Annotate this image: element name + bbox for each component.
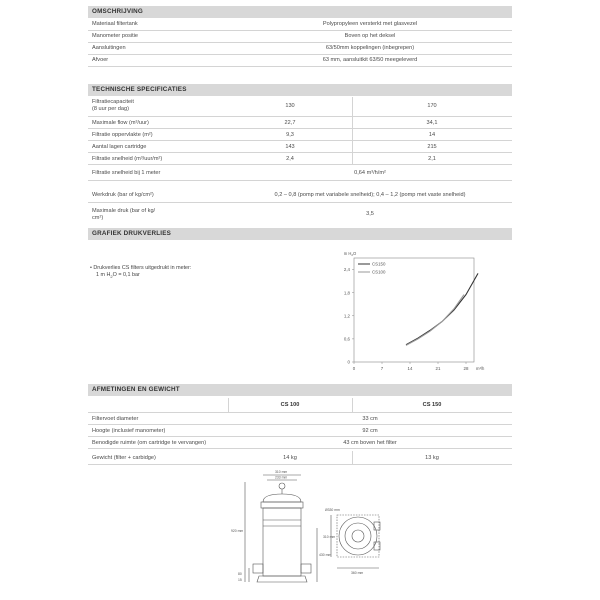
section-header-grafiek-drukverlies: GRAFIEK DRUKVERLIES xyxy=(88,228,512,240)
spec-label-maxdruk xyxy=(92,208,155,221)
spec-value: 3,5 xyxy=(366,211,374,217)
lid-clamp xyxy=(261,502,303,508)
dims-row xyxy=(88,413,512,425)
dims-label: Gewicht (filter + carbidge) xyxy=(92,454,156,461)
spec-value-cs150: 34,1 xyxy=(426,119,438,126)
section-header-omschrijving: OMSCHRIJVING xyxy=(88,6,512,18)
y-tick-label: 0,6 xyxy=(343,336,350,342)
filter-side-view-drawing xyxy=(225,468,385,598)
spec-row xyxy=(88,141,512,153)
tank-base xyxy=(257,576,307,582)
dims-header-row xyxy=(88,398,512,413)
spec-value: 0,64 m³/h/m² xyxy=(354,170,386,176)
spec-value-cs150: 14 xyxy=(428,131,436,138)
spec-label: Aantal lagen cartridge xyxy=(92,143,147,150)
pressure-loss-chart xyxy=(328,248,488,374)
spec-row-maxdruk xyxy=(88,204,512,225)
capacity-label-line2: (8 uur per dag) xyxy=(92,105,130,112)
outlet-pipe xyxy=(301,564,311,573)
spec-value-cs150: 2,1 xyxy=(428,155,436,162)
inlet-pipe xyxy=(253,564,263,573)
spec-label-capacity xyxy=(92,99,134,112)
dim-top-outer: 310 mm xyxy=(275,470,288,474)
spec-value-cs100: 9,3 xyxy=(286,131,294,138)
lid-outline xyxy=(263,494,301,502)
spec-value-cs100: 22,7 xyxy=(284,119,296,126)
legend-label: CS150 xyxy=(372,261,386,267)
spec-row-filtratie-1m xyxy=(88,166,512,181)
dims-row-gewicht xyxy=(88,451,512,465)
omschrijving-value: Polypropyleen versterkt met glasvezel xyxy=(322,21,418,27)
spec-row-werkdruk xyxy=(88,187,512,203)
spec-value-cs100: 130 xyxy=(285,103,295,109)
note-line2-sub: 2 xyxy=(110,274,113,280)
x-tick-label: 21 xyxy=(435,366,441,371)
omschrijving-value: 63 mm, aansluitkit 63/50 meegeleverd xyxy=(322,57,418,63)
y-tick-label: 2,4 xyxy=(343,267,350,273)
omschrijving-value: 63/50mm koppelingen (inbegrepen) xyxy=(325,45,415,51)
omschrijving-label: Manometer positie xyxy=(92,33,139,39)
col-header-cs150: CS 150 xyxy=(422,402,442,408)
note-line2-a: 1 m H xyxy=(96,272,111,278)
dim-small2: 15 xyxy=(238,578,242,582)
y-axis-label: m $H_2O$ xyxy=(343,251,357,257)
omschrijving-label: Afvoer xyxy=(92,57,109,63)
dim-top-label: Ø330 mm xyxy=(325,508,340,512)
omschrijving-row xyxy=(88,54,512,67)
note-line2 xyxy=(90,272,140,278)
dims-label: Benodigde ruimte (om cartridge te vervangen) xyxy=(92,439,207,446)
note-line1: Drukverlies CS filters uitgedrukt in meter: xyxy=(93,265,192,271)
section-header-technische-specificaties: TECHNISCHE SPECIFICATIES xyxy=(88,84,512,96)
x-tick-label: 14 xyxy=(407,366,413,371)
spec-row xyxy=(88,153,512,165)
dim-small1: 80 xyxy=(238,572,242,576)
dims-value: 33 cm xyxy=(362,415,378,422)
spec-value: 0,2 – 0,8 (pomp met variabele snelheid); 0,4 – 1,2 (pomp met vaste snelheid) xyxy=(274,191,466,198)
x-tick-label: 0 xyxy=(352,366,356,371)
section-header-afmetingen: AFMETINGEN EN GEWICHT xyxy=(88,384,512,396)
pressure-loss-note xyxy=(90,265,191,280)
omschrijving-label: Materiaal filtertank xyxy=(92,21,138,27)
x-tick-label: 28 xyxy=(463,366,469,371)
dim-left-plan: 310 mm xyxy=(323,535,336,539)
dims-value-cs100: 14 kg xyxy=(283,454,297,461)
spec-label: Filtratie snelheid (m³/uur/m²) xyxy=(92,155,163,162)
dims-value-cs150: 13 kg xyxy=(425,454,439,461)
dims-label: Filtervoet diameter xyxy=(92,415,139,422)
dims-value: 43 cm boven het filter xyxy=(343,439,397,446)
spec-value-cs150: 170 xyxy=(427,103,437,109)
maxdruk-label-line2: cm²) xyxy=(92,214,104,221)
series-line-cs150 xyxy=(406,273,478,344)
tank-body xyxy=(263,508,301,576)
plan-view-bounds xyxy=(337,515,379,557)
spec-value-cs100: 143 xyxy=(285,143,295,150)
spec-row xyxy=(88,117,512,129)
series-line-cs100 xyxy=(406,295,464,346)
y-tick-label: 0 xyxy=(347,359,350,365)
spec-value-cs150: 215 xyxy=(427,143,437,150)
plan-view-port xyxy=(374,522,380,530)
col-header-cs100: CS 100 xyxy=(280,402,300,408)
spec-value-cs100: 2,4 xyxy=(286,155,294,162)
x-tick-label: 7 xyxy=(380,366,384,371)
dims-label: Hoogte (inclusief manometer) xyxy=(92,427,166,434)
manometer-icon xyxy=(279,483,285,489)
y-tick-label: 1,2 xyxy=(343,313,350,319)
x-axis-label: m³/h xyxy=(476,366,485,371)
dims-value: 92 cm xyxy=(362,427,378,434)
omschrijving-label: Aansluitingen xyxy=(92,45,126,51)
dim-top-inner: 233 mm xyxy=(275,475,288,480)
bullet-icon: • xyxy=(90,265,92,271)
capacity-label-line1: Filtratiecapaciteit xyxy=(92,99,134,105)
note-line2-b: O = 0,1 bar xyxy=(112,272,140,278)
spec-row xyxy=(88,129,512,141)
omschrijving-value: Boven op het deksel xyxy=(344,33,396,39)
spec-label: Filtratie oppervlakte (m²) xyxy=(92,131,153,138)
maxdruk-label-line1: Maximale druk (bar of kg/ xyxy=(92,208,156,214)
dim-bottom-plan: 360 mm xyxy=(351,571,364,575)
dim-side-right: 430 mm xyxy=(319,553,332,557)
dim-height: 920 mm xyxy=(231,529,244,533)
spec-label: Filtratie snelheid bij 1 meter xyxy=(92,170,161,176)
dims-row xyxy=(88,437,512,449)
y-tick-label: 1,8 xyxy=(343,290,350,296)
dims-row xyxy=(88,425,512,437)
spec-row-filtratiecapaciteit xyxy=(88,97,512,117)
spec-label: Werkdruk (bar of kg/cm²) xyxy=(92,191,154,198)
spec-label: Maximale flow (m³/uur) xyxy=(92,119,149,126)
legend-label: CS100 xyxy=(372,269,386,275)
